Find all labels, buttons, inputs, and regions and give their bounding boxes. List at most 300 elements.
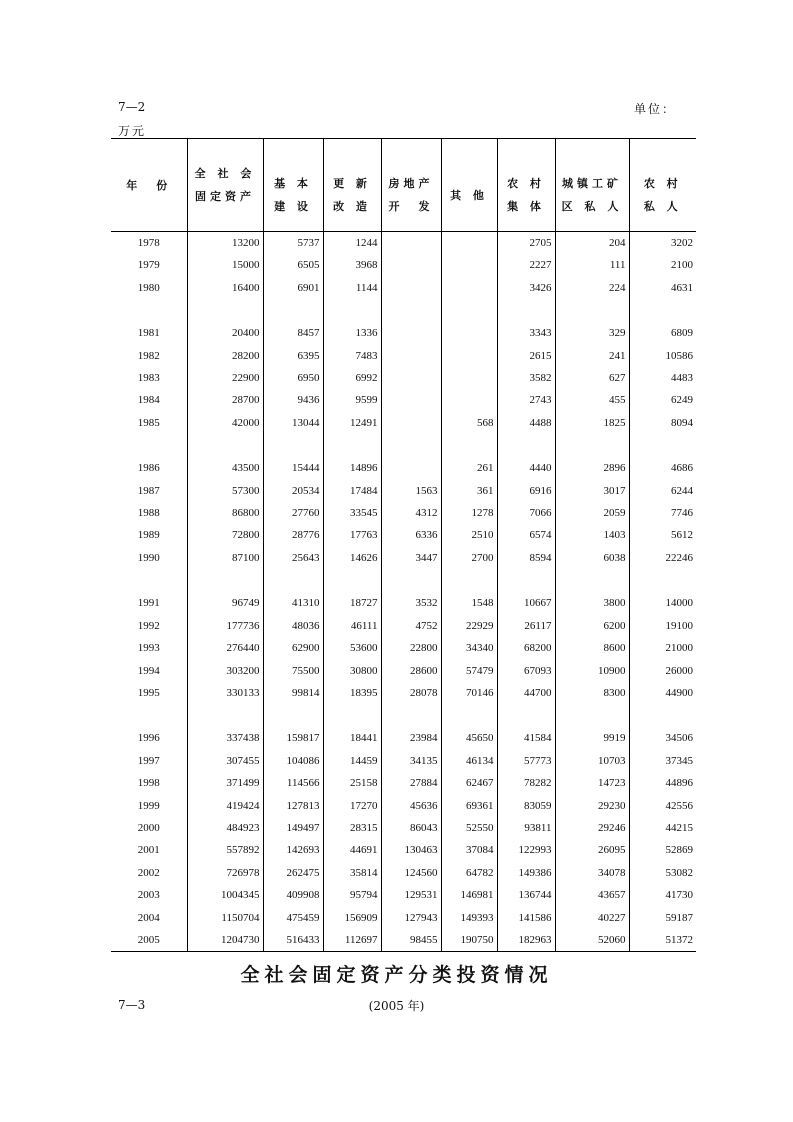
year-cell: 1985 (137, 416, 160, 429)
value-cell: 29230 (555, 795, 629, 817)
value-cell: 156909 (323, 907, 381, 929)
value-cell: 557892 (187, 839, 263, 861)
spacer-cell (441, 704, 497, 727)
value-cell (441, 345, 497, 367)
value-cell: 18441 (323, 727, 381, 749)
spacer-cell (381, 569, 441, 592)
column-header-line: 区 私 人 (561, 200, 623, 213)
year-cell: 1981 (137, 327, 160, 340)
spacer-cell (441, 569, 497, 592)
table-row (111, 750, 696, 772)
spacer-cell (497, 569, 555, 592)
spacer-cell (629, 704, 696, 727)
value-cell: 40227 (555, 907, 629, 929)
value-cell: 64782 (441, 862, 497, 884)
value-cell: 111 (555, 254, 629, 276)
value-cell: 9599 (323, 389, 381, 411)
value-cell (441, 389, 497, 411)
table-number: 7—2 (118, 100, 146, 114)
value-cell: 48036 (263, 615, 323, 637)
column-header (323, 139, 381, 232)
column-header-line: 集 体 (507, 200, 545, 213)
spacer-cell (187, 434, 263, 457)
value-cell: 37345 (629, 750, 696, 772)
value-cell: 21000 (629, 637, 696, 659)
value-cell: 1825 (555, 412, 629, 434)
value-cell: 19100 (629, 615, 696, 637)
value-cell: 26095 (555, 839, 629, 861)
value-cell: 22800 (381, 637, 441, 659)
value-cell: 41310 (263, 592, 323, 614)
value-cell: 62900 (263, 637, 323, 659)
column-header-line: 基 本 (274, 177, 312, 190)
value-cell: 25158 (323, 772, 381, 794)
spacer-cell (111, 704, 187, 727)
value-cell: 224 (555, 277, 629, 299)
value-cell: 6916 (497, 480, 555, 502)
column-header-line: 其 他 (450, 188, 488, 202)
value-cell: 726978 (187, 862, 263, 884)
value-cell: 53082 (629, 862, 696, 884)
value-cell: 3017 (555, 480, 629, 502)
table-row (111, 412, 696, 434)
table-row (111, 547, 696, 569)
value-cell: 96749 (187, 592, 263, 614)
column-header (555, 139, 629, 232)
group-spacer (111, 299, 696, 322)
value-cell: 6950 (263, 367, 323, 389)
spacer-cell (555, 434, 629, 457)
value-cell: 6249 (629, 389, 696, 411)
value-cell: 6505 (263, 254, 323, 276)
table-row (111, 862, 696, 884)
value-cell: 28200 (187, 345, 263, 367)
spacer-cell (323, 569, 381, 592)
value-cell: 18727 (323, 592, 381, 614)
value-cell: 15444 (263, 457, 323, 479)
value-cell: 8600 (555, 637, 629, 659)
value-cell: 37084 (441, 839, 497, 861)
value-cell: 129531 (381, 884, 441, 906)
value-cell: 3532 (381, 592, 441, 614)
value-cell: 17484 (323, 480, 381, 502)
table-body (111, 232, 696, 952)
column-header-line: 建 设 (274, 200, 312, 213)
value-cell (381, 322, 441, 344)
value-cell: 14459 (323, 750, 381, 772)
table-row (111, 772, 696, 794)
value-cell: 75500 (263, 660, 323, 682)
value-cell: 3426 (497, 277, 555, 299)
value-cell: 124560 (381, 862, 441, 884)
table-row (111, 637, 696, 659)
table-row (111, 480, 696, 502)
spacer-cell (263, 434, 323, 457)
value-cell: 95794 (323, 884, 381, 906)
value-cell: 26117 (497, 615, 555, 637)
value-cell (381, 457, 441, 479)
year-cell: 2001 (137, 844, 160, 857)
spacer-cell (441, 299, 497, 322)
table-row (111, 907, 696, 929)
value-cell: 13044 (263, 412, 323, 434)
value-cell: 15000 (187, 254, 263, 276)
value-cell: 28315 (323, 817, 381, 839)
table-row (111, 457, 696, 479)
value-cell: 14723 (555, 772, 629, 794)
value-cell: 28600 (381, 660, 441, 682)
year-cell: 1994 (137, 664, 160, 677)
spacer-cell (381, 434, 441, 457)
value-cell: 43657 (555, 884, 629, 906)
value-cell: 6809 (629, 322, 696, 344)
column-header-line: 全 社 会 (194, 167, 256, 180)
column-header-line: 改 造 (333, 200, 371, 213)
value-cell: 329 (555, 322, 629, 344)
value-cell: 52060 (555, 929, 629, 952)
year-cell: 1993 (137, 642, 160, 655)
value-cell: 484923 (187, 817, 263, 839)
value-cell: 241 (555, 345, 629, 367)
value-cell: 5737 (263, 232, 323, 255)
value-cell: 204 (555, 232, 629, 255)
value-cell: 7066 (497, 502, 555, 524)
value-cell: 10667 (497, 592, 555, 614)
value-cell: 14000 (629, 592, 696, 614)
value-cell: 3800 (555, 592, 629, 614)
value-cell: 34506 (629, 727, 696, 749)
value-cell: 8094 (629, 412, 696, 434)
value-cell: 371499 (187, 772, 263, 794)
value-cell: 67093 (497, 660, 555, 682)
column-header (441, 139, 497, 232)
year-cell: 1988 (137, 507, 160, 520)
value-cell: 1548 (441, 592, 497, 614)
value-cell: 57300 (187, 480, 263, 502)
spacer-cell (323, 299, 381, 322)
value-cell (381, 232, 441, 255)
value-cell: 2059 (555, 502, 629, 524)
value-cell: 52869 (629, 839, 696, 861)
value-cell: 42556 (629, 795, 696, 817)
spacer-cell (497, 299, 555, 322)
table-row (111, 502, 696, 524)
value-cell: 20400 (187, 322, 263, 344)
value-cell: 627 (555, 367, 629, 389)
spacer-cell (111, 569, 187, 592)
value-cell: 104086 (263, 750, 323, 772)
value-cell (441, 322, 497, 344)
column-header-line: 开 发 (388, 200, 434, 213)
value-cell: 2510 (441, 524, 497, 546)
value-cell: 568 (441, 412, 497, 434)
year-cell: 2002 (137, 866, 160, 879)
spacer-cell (187, 299, 263, 322)
year-cell: 2000 (137, 821, 160, 834)
spacer-cell (111, 299, 187, 322)
value-cell: 5612 (629, 524, 696, 546)
value-cell (441, 232, 497, 255)
spacer-cell (187, 704, 263, 727)
section-title: 全社会固定资产分类投资情况 (240, 964, 553, 986)
value-cell: 44691 (323, 839, 381, 861)
value-cell: 419424 (187, 795, 263, 817)
value-cell: 6395 (263, 345, 323, 367)
column-header (111, 139, 187, 232)
value-cell: 190750 (441, 929, 497, 952)
group-spacer (111, 434, 696, 457)
value-cell: 51372 (629, 929, 696, 952)
value-cell: 34078 (555, 862, 629, 884)
year-cell: 1991 (137, 597, 160, 610)
table-row (111, 795, 696, 817)
value-cell: 1150704 (187, 907, 263, 929)
year-cell: 1987 (137, 484, 160, 497)
value-cell: 45636 (381, 795, 441, 817)
column-header-line: 农 村 (643, 177, 682, 190)
value-cell: 146981 (441, 884, 497, 906)
value-cell: 1244 (323, 232, 381, 255)
value-cell: 93811 (497, 817, 555, 839)
value-cell: 6244 (629, 480, 696, 502)
value-cell: 182963 (497, 929, 555, 952)
value-cell: 30800 (323, 660, 381, 682)
value-cell: 46134 (441, 750, 497, 772)
column-header-line: 城镇工矿 (562, 177, 622, 190)
table-row (111, 277, 696, 299)
spacer-cell (555, 299, 629, 322)
value-cell: 13200 (187, 232, 263, 255)
value-cell: 98455 (381, 929, 441, 952)
column-header (629, 139, 696, 232)
value-cell: 9919 (555, 727, 629, 749)
value-cell: 1336 (323, 322, 381, 344)
year-cell: 1998 (137, 777, 160, 790)
next-table-number: 7—3 (118, 998, 146, 1012)
unit-value: 万元 (118, 124, 147, 138)
value-cell: 4752 (381, 615, 441, 637)
value-cell: 112697 (323, 929, 381, 952)
value-cell: 4440 (497, 457, 555, 479)
column-header (381, 139, 441, 232)
year-cell: 2004 (137, 911, 160, 924)
value-cell: 130463 (381, 839, 441, 861)
value-cell: 87100 (187, 547, 263, 569)
value-cell: 27760 (263, 502, 323, 524)
spacer-cell (629, 434, 696, 457)
year-cell: 1980 (137, 281, 160, 294)
spacer-cell (497, 434, 555, 457)
value-cell: 2227 (497, 254, 555, 276)
value-cell: 70146 (441, 682, 497, 704)
value-cell: 14626 (323, 547, 381, 569)
value-cell: 261 (441, 457, 497, 479)
value-cell: 114566 (263, 772, 323, 794)
group-spacer (111, 704, 696, 727)
value-cell: 127813 (263, 795, 323, 817)
column-header-line: 农 村 (507, 177, 545, 190)
value-cell: 86043 (381, 817, 441, 839)
table-row (111, 345, 696, 367)
year-subtitle: (2005 年) (368, 999, 425, 1013)
value-cell: 4488 (497, 412, 555, 434)
table-row (111, 592, 696, 614)
value-cell: 22246 (629, 547, 696, 569)
value-cell: 4483 (629, 367, 696, 389)
spacer-cell (263, 569, 323, 592)
value-cell: 23984 (381, 727, 441, 749)
year-cell: 1995 (137, 686, 160, 699)
value-cell: 127943 (381, 907, 441, 929)
value-cell: 17763 (323, 524, 381, 546)
year-cell: 1986 (137, 462, 160, 475)
value-cell: 22929 (441, 615, 497, 637)
value-cell: 17270 (323, 795, 381, 817)
value-cell: 149386 (497, 862, 555, 884)
value-cell: 262475 (263, 862, 323, 884)
value-cell: 52550 (441, 817, 497, 839)
value-cell: 149393 (441, 907, 497, 929)
value-cell: 16400 (187, 277, 263, 299)
header-row (111, 139, 696, 232)
value-cell: 1004345 (187, 884, 263, 906)
value-cell: 28700 (187, 389, 263, 411)
value-cell: 62467 (441, 772, 497, 794)
spacer-cell (629, 569, 696, 592)
value-cell: 2743 (497, 389, 555, 411)
value-cell: 59187 (629, 907, 696, 929)
value-cell: 159817 (263, 727, 323, 749)
table-row (111, 322, 696, 344)
value-cell: 3343 (497, 322, 555, 344)
value-cell: 516433 (263, 929, 323, 952)
year-cell: 1996 (137, 732, 160, 745)
value-cell: 307455 (187, 750, 263, 772)
value-cell (381, 277, 441, 299)
column-header (187, 139, 263, 232)
value-cell: 149497 (263, 817, 323, 839)
value-cell: 44700 (497, 682, 555, 704)
column-header-line: 私 人 (643, 200, 682, 213)
value-cell: 2705 (497, 232, 555, 255)
value-cell: 3582 (497, 367, 555, 389)
value-cell: 12491 (323, 412, 381, 434)
value-cell: 20534 (263, 480, 323, 502)
value-cell: 1563 (381, 480, 441, 502)
spacer-cell (111, 434, 187, 457)
value-cell: 6574 (497, 524, 555, 546)
table-row (111, 817, 696, 839)
value-cell (381, 345, 441, 367)
value-cell: 276440 (187, 637, 263, 659)
column-header-line: 年 份 (126, 178, 172, 192)
value-cell: 10703 (555, 750, 629, 772)
spacer-cell (555, 704, 629, 727)
spacer-cell (497, 704, 555, 727)
year-cell: 2003 (137, 889, 160, 902)
unit-label: 单位： (634, 102, 677, 116)
spacer-cell (263, 704, 323, 727)
value-cell: 4686 (629, 457, 696, 479)
table-row (111, 682, 696, 704)
value-cell: 1204730 (187, 929, 263, 952)
year-cell: 1978 (137, 237, 160, 249)
value-cell: 6901 (263, 277, 323, 299)
value-cell: 2700 (441, 547, 497, 569)
table-row (111, 232, 696, 255)
spacer-cell (381, 299, 441, 322)
value-cell: 29246 (555, 817, 629, 839)
value-cell: 475459 (263, 907, 323, 929)
value-cell: 1278 (441, 502, 497, 524)
year-cell: 1979 (137, 259, 160, 272)
value-cell: 78282 (497, 772, 555, 794)
value-cell: 6038 (555, 547, 629, 569)
value-cell: 10586 (629, 345, 696, 367)
column-header-line: 房地产 (388, 177, 434, 190)
column-header-line: 更 新 (333, 177, 371, 190)
value-cell: 8457 (263, 322, 323, 344)
year-cell: 1999 (137, 799, 160, 812)
table-row (111, 524, 696, 546)
value-cell: 44896 (629, 772, 696, 794)
value-cell: 45650 (441, 727, 497, 749)
value-cell: 2896 (555, 457, 629, 479)
value-cell: 4631 (629, 277, 696, 299)
value-cell: 69361 (441, 795, 497, 817)
value-cell: 57773 (497, 750, 555, 772)
table-header (111, 139, 696, 232)
value-cell: 142693 (263, 839, 323, 861)
value-cell: 28776 (263, 524, 323, 546)
spacer-cell (323, 434, 381, 457)
value-cell: 34135 (381, 750, 441, 772)
value-cell: 337438 (187, 727, 263, 749)
value-cell: 33545 (323, 502, 381, 524)
value-cell: 41730 (629, 884, 696, 906)
year-cell: 1989 (137, 529, 160, 542)
investment-table (111, 138, 696, 952)
value-cell: 68200 (497, 637, 555, 659)
value-cell: 44900 (629, 682, 696, 704)
group-spacer (111, 569, 696, 592)
value-cell: 177736 (187, 615, 263, 637)
value-cell: 28078 (381, 682, 441, 704)
value-cell: 42000 (187, 412, 263, 434)
value-cell: 3968 (323, 254, 381, 276)
value-cell: 9436 (263, 389, 323, 411)
value-cell: 361 (441, 480, 497, 502)
value-cell: 6336 (381, 524, 441, 546)
value-cell: 35814 (323, 862, 381, 884)
value-cell: 3447 (381, 547, 441, 569)
spacer-cell (629, 299, 696, 322)
value-cell: 136744 (497, 884, 555, 906)
table-row (111, 615, 696, 637)
value-cell (441, 254, 497, 276)
value-cell: 22900 (187, 367, 263, 389)
value-cell: 409908 (263, 884, 323, 906)
value-cell: 1144 (323, 277, 381, 299)
table-row (111, 367, 696, 389)
table-row (111, 929, 696, 952)
value-cell: 1403 (555, 524, 629, 546)
value-cell: 141586 (497, 907, 555, 929)
spacer-cell (187, 569, 263, 592)
value-cell: 44215 (629, 817, 696, 839)
value-cell: 83059 (497, 795, 555, 817)
value-cell: 3202 (629, 232, 696, 255)
